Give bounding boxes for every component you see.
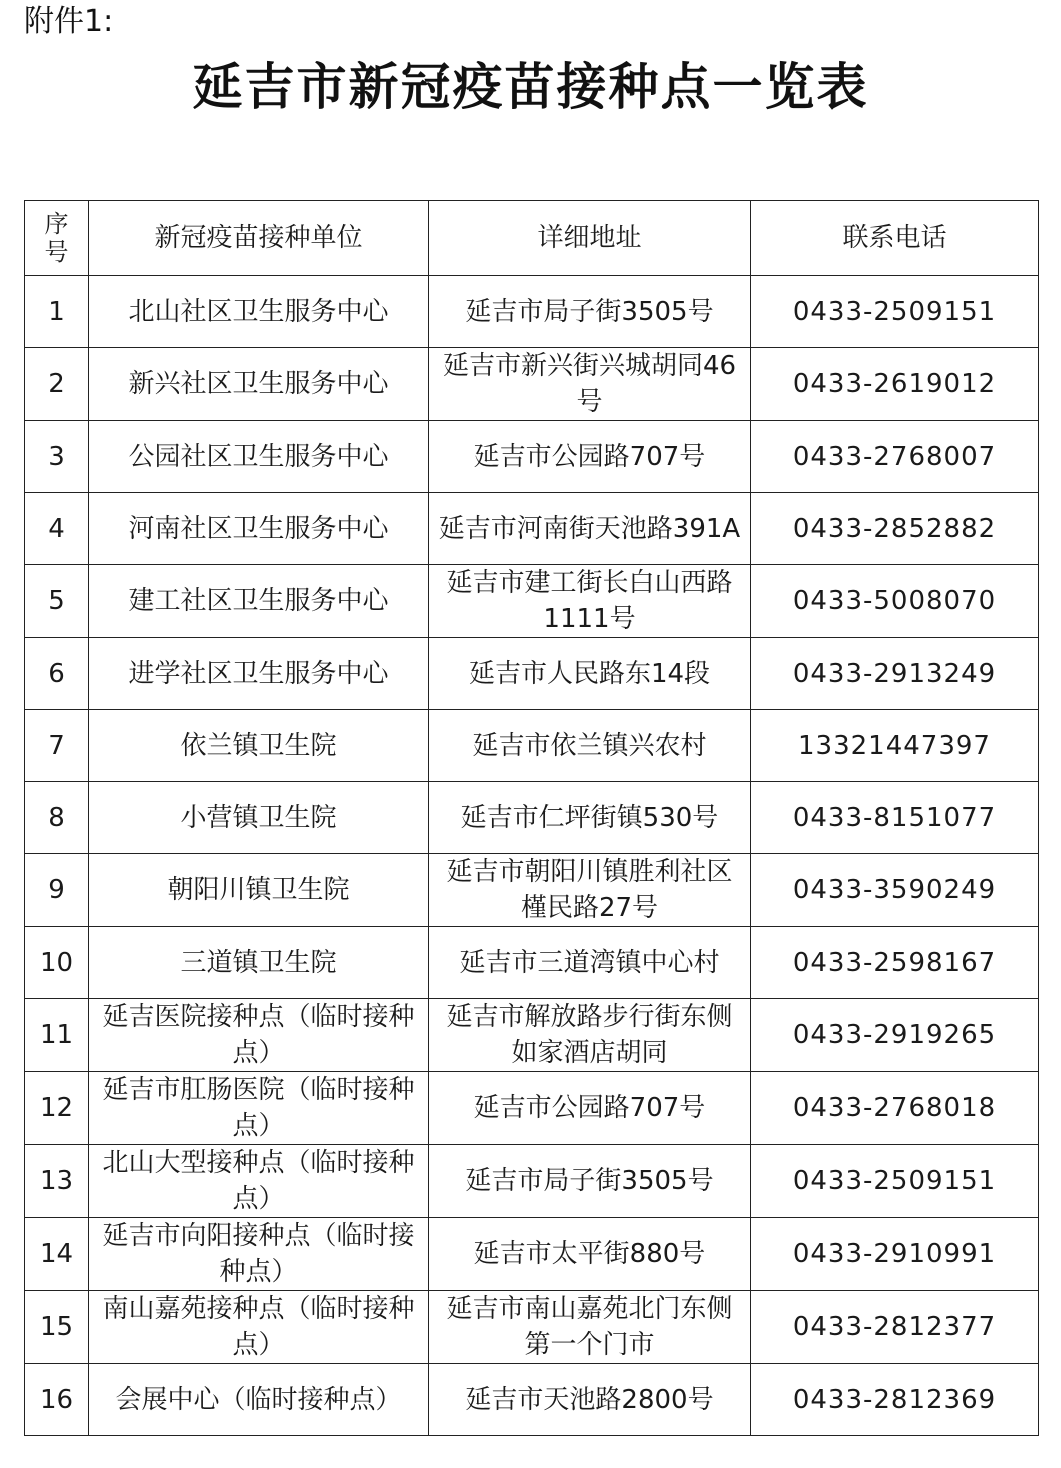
- column-header-unit: 新冠疫苗接种单位: [89, 201, 429, 276]
- address: 延吉市依兰镇兴农村: [429, 710, 751, 782]
- address: 延吉市公园路707号: [429, 421, 751, 493]
- column-header-address: 详细地址: [429, 201, 751, 276]
- page-title: 延吉市新冠疫苗接种点一览表: [192, 58, 869, 116]
- phone-number: 0433-2509151: [751, 276, 1039, 348]
- row-number: 9: [25, 854, 89, 927]
- address: 延吉市人民路东14段: [429, 638, 751, 710]
- vaccination-unit: 三道镇卫生院: [89, 927, 429, 999]
- table-row: [25, 565, 1039, 638]
- table-row: [25, 1145, 1039, 1218]
- vaccination-unit: 南山嘉苑接种点（临时接种点）: [89, 1291, 429, 1364]
- phone-number: 0433-2910991: [751, 1218, 1039, 1291]
- vaccination-unit: 建工社区卫生服务中心: [89, 565, 429, 638]
- vaccination-unit: 北山社区卫生服务中心: [89, 276, 429, 348]
- address: 延吉市三道湾镇中心村: [429, 927, 751, 999]
- phone-number: 0433-2852882: [751, 493, 1039, 565]
- vaccination-unit: 延吉市肛肠医院（临时接种点）: [89, 1072, 429, 1145]
- row-number: 1: [25, 276, 89, 348]
- table-row: [25, 927, 1039, 999]
- address: 延吉市南山嘉苑北门东侧第一个门市: [429, 1291, 751, 1364]
- row-number: 5: [25, 565, 89, 638]
- table-row: [25, 782, 1039, 854]
- phone-number: 0433-8151077: [751, 782, 1039, 854]
- phone-number: 0433-2913249: [751, 638, 1039, 710]
- vaccination-unit: 延吉医院接种点（临时接种点）: [89, 999, 429, 1072]
- table-row: [25, 1072, 1039, 1145]
- table-header-row: [25, 201, 1039, 276]
- phone-number: 0433-2812369: [751, 1364, 1039, 1436]
- row-number: 3: [25, 421, 89, 493]
- vaccination-unit: 小营镇卫生院: [89, 782, 429, 854]
- address: 延吉市新兴街兴城胡同46号: [429, 348, 751, 421]
- row-number: 7: [25, 710, 89, 782]
- attachment-label: 附件1:: [24, 4, 114, 39]
- phone-number: 0433-2768018: [751, 1072, 1039, 1145]
- row-number: 6: [25, 638, 89, 710]
- address: 延吉市天池路2800号: [429, 1364, 751, 1436]
- phone-number: 13321447397: [751, 710, 1039, 782]
- row-number: 8: [25, 782, 89, 854]
- vaccination-unit: 延吉市向阳接种点（临时接种点）: [89, 1218, 429, 1291]
- phone-number: 0433-5008070: [751, 565, 1039, 638]
- row-number: 11: [25, 999, 89, 1072]
- row-number: 4: [25, 493, 89, 565]
- vaccination-unit: 公园社区卫生服务中心: [89, 421, 429, 493]
- table-row: [25, 493, 1039, 565]
- address: 延吉市河南街天池路391A: [429, 493, 751, 565]
- address: 延吉市太平街880号: [429, 1218, 751, 1291]
- phone-number: 0433-2598167: [751, 927, 1039, 999]
- vaccination-unit: 河南社区卫生服务中心: [89, 493, 429, 565]
- address: 延吉市朝阳川镇胜利社区槿民路27号: [429, 854, 751, 927]
- address: 延吉市建工街长白山西路1111号: [429, 565, 751, 638]
- address: 延吉市解放路步行街东侧如家酒店胡同: [429, 999, 751, 1072]
- row-number: 15: [25, 1291, 89, 1364]
- table-row: [25, 1364, 1039, 1436]
- column-header-number: 序号: [25, 201, 89, 276]
- table-body: [25, 276, 1039, 1436]
- vaccination-unit: 进学社区卫生服务中心: [89, 638, 429, 710]
- table-row: [25, 348, 1039, 421]
- address: 延吉市局子街3505号: [429, 1145, 751, 1218]
- table-row: [25, 854, 1039, 927]
- row-number: 12: [25, 1072, 89, 1145]
- vaccination-unit: 新兴社区卫生服务中心: [89, 348, 429, 421]
- row-number: 14: [25, 1218, 89, 1291]
- row-number: 2: [25, 348, 89, 421]
- vaccination-sites-table: [24, 200, 1039, 1436]
- table-row: [25, 421, 1039, 493]
- phone-number: 0433-2919265: [751, 999, 1039, 1072]
- column-header-phone: 联系电话: [751, 201, 1039, 276]
- row-number: 16: [25, 1364, 89, 1436]
- phone-number: 0433-3590249: [751, 854, 1039, 927]
- vaccination-unit: 北山大型接种点（临时接种点）: [89, 1145, 429, 1218]
- phone-number: 0433-2812377: [751, 1291, 1039, 1364]
- address: 延吉市仁坪街镇530号: [429, 782, 751, 854]
- phone-number: 0433-2768007: [751, 421, 1039, 493]
- address: 延吉市公园路707号: [429, 1072, 751, 1145]
- table-row: [25, 276, 1039, 348]
- table-row: [25, 710, 1039, 782]
- row-number: 13: [25, 1145, 89, 1218]
- address: 延吉市局子街3505号: [429, 276, 751, 348]
- vaccination-unit: 朝阳川镇卫生院: [89, 854, 429, 927]
- vaccination-unit: 依兰镇卫生院: [89, 710, 429, 782]
- table-row: [25, 1291, 1039, 1364]
- table-row: [25, 638, 1039, 710]
- row-number: 10: [25, 927, 89, 999]
- vaccination-unit: 会展中心（临时接种点）: [89, 1364, 429, 1436]
- phone-number: 0433-2619012: [751, 348, 1039, 421]
- table-row: [25, 1218, 1039, 1291]
- phone-number: 0433-2509151: [751, 1145, 1039, 1218]
- table-row: [25, 999, 1039, 1072]
